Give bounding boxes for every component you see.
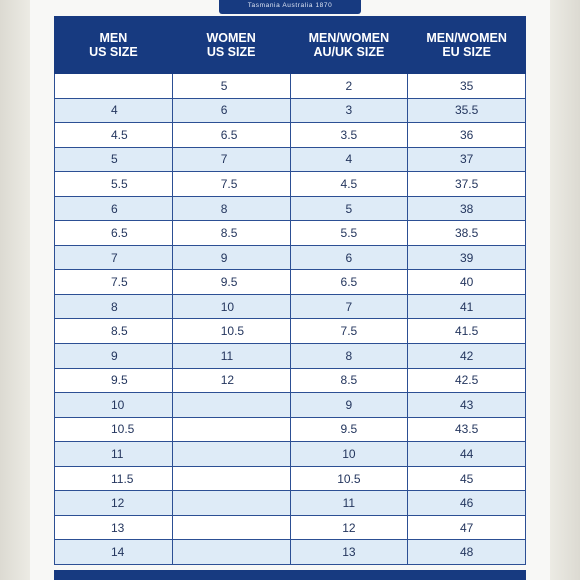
cell-eu-size: 45 [408,466,526,491]
cell-eu-size: 35.5 [408,98,526,123]
cell-au-uk-size: 9 [290,393,408,418]
cell-men-us-size: 9.5 [55,368,173,393]
page-margin-right [550,0,580,580]
cell-au-uk-size: 6.5 [290,270,408,295]
brand-tagline-bar [219,0,361,14]
table-row [55,74,526,99]
cell-au-uk-size: 5 [290,196,408,221]
footer-bar [54,570,526,580]
cell-men-us-size: 6 [55,196,173,221]
cell-women-us-size [172,393,290,418]
table-row [55,294,526,319]
table-row [55,368,526,393]
cell-au-uk-size: 8.5 [290,368,408,393]
cell-women-us-size: 8.5 [172,221,290,246]
cell-women-us-size: 9 [172,245,290,270]
table-row [55,491,526,516]
size-chart-header [55,17,526,74]
cell-men-us-size: 5.5 [55,172,173,197]
cell-au-uk-size: 4.5 [290,172,408,197]
cell-au-uk-size: 8 [290,344,408,369]
table-row [55,540,526,565]
cell-men-us-size: 7.5 [55,270,173,295]
table-row [55,319,526,344]
cell-women-us-size: 7 [172,147,290,172]
cell-eu-size: 41.5 [408,319,526,344]
cell-eu-size: 35 [408,74,526,99]
table-row [55,245,526,270]
cell-men-us-size: 5 [55,147,173,172]
table-row [55,196,526,221]
cell-women-us-size: 10.5 [172,319,290,344]
cell-women-us-size [172,466,290,491]
cell-au-uk-size: 9.5 [290,417,408,442]
cell-men-us-size: 10 [55,393,173,418]
cell-eu-size: 36 [408,123,526,148]
table-row [55,344,526,369]
cell-au-uk-size: 7.5 [290,319,408,344]
cell-au-uk-size: 5.5 [290,221,408,246]
cell-eu-size: 46 [408,491,526,516]
cell-eu-size: 41 [408,294,526,319]
cell-women-us-size: 11 [172,344,290,369]
cell-au-uk-size: 13 [290,540,408,565]
cell-women-us-size [172,417,290,442]
size-chart-table [54,16,526,565]
cell-au-uk-size: 10.5 [290,466,408,491]
cell-men-us-size: 8 [55,294,173,319]
cell-men-us-size: 4 [55,98,173,123]
cell-au-uk-size: 2 [290,74,408,99]
cell-women-us-size: 7.5 [172,172,290,197]
cell-eu-size: 42 [408,344,526,369]
cell-eu-size: 43.5 [408,417,526,442]
cell-men-us-size: 8.5 [55,319,173,344]
table-row [55,123,526,148]
cell-men-us-size: 4.5 [55,123,173,148]
page-margin-left [0,0,30,580]
cell-men-us-size: 11.5 [55,466,173,491]
cell-eu-size: 38.5 [408,221,526,246]
cell-women-us-size: 6.5 [172,123,290,148]
brand-tagline: Tasmania Australia 1870 [247,2,333,9]
cell-au-uk-size: 3.5 [290,123,408,148]
header-women-us-size: WOMEN US SIZE [172,17,290,74]
cell-au-uk-size: 11 [290,491,408,516]
cell-women-us-size [172,491,290,516]
cell-eu-size: 37.5 [408,172,526,197]
cell-eu-size: 37 [408,147,526,172]
cell-women-us-size: 5 [172,74,290,99]
cell-au-uk-size: 7 [290,294,408,319]
cell-eu-size: 43 [408,393,526,418]
cell-women-us-size: 12 [172,368,290,393]
header-men-us-size: MEN US SIZE [55,17,173,74]
cell-women-us-size: 10 [172,294,290,319]
header-row [55,17,526,74]
cell-men-us-size: 10.5 [55,417,173,442]
header-eu-size: MEN/WOMEN EU SIZE [408,17,526,74]
cell-au-uk-size: 10 [290,442,408,467]
table-row [55,98,526,123]
cell-eu-size: 48 [408,540,526,565]
table-row [55,515,526,540]
cell-eu-size: 40 [408,270,526,295]
cell-women-us-size: 6 [172,98,290,123]
cell-men-us-size [55,74,173,99]
cell-eu-size: 44 [408,442,526,467]
cell-women-us-size: 8 [172,196,290,221]
size-chart-body [55,74,526,565]
cell-women-us-size: 9.5 [172,270,290,295]
table-row [55,466,526,491]
cell-women-us-size [172,540,290,565]
cell-au-uk-size: 6 [290,245,408,270]
cell-eu-size: 39 [408,245,526,270]
cell-eu-size: 47 [408,515,526,540]
cell-men-us-size: 12 [55,491,173,516]
header-au-uk-size: MEN/WOMEN AU/UK SIZE [290,17,408,74]
cell-au-uk-size: 4 [290,147,408,172]
cell-men-us-size: 7 [55,245,173,270]
table-row [55,442,526,467]
cell-women-us-size [172,442,290,467]
table-row [55,417,526,442]
cell-women-us-size [172,515,290,540]
cell-men-us-size: 9 [55,344,173,369]
cell-eu-size: 38 [408,196,526,221]
table-row [55,172,526,197]
cell-au-uk-size: 12 [290,515,408,540]
cell-men-us-size: 11 [55,442,173,467]
table-row [55,221,526,246]
cell-men-us-size: 13 [55,515,173,540]
cell-eu-size: 42.5 [408,368,526,393]
cell-men-us-size: 6.5 [55,221,173,246]
table-row [55,393,526,418]
cell-au-uk-size: 3 [290,98,408,123]
table-row [55,270,526,295]
cell-men-us-size: 14 [55,540,173,565]
table-row [55,147,526,172]
